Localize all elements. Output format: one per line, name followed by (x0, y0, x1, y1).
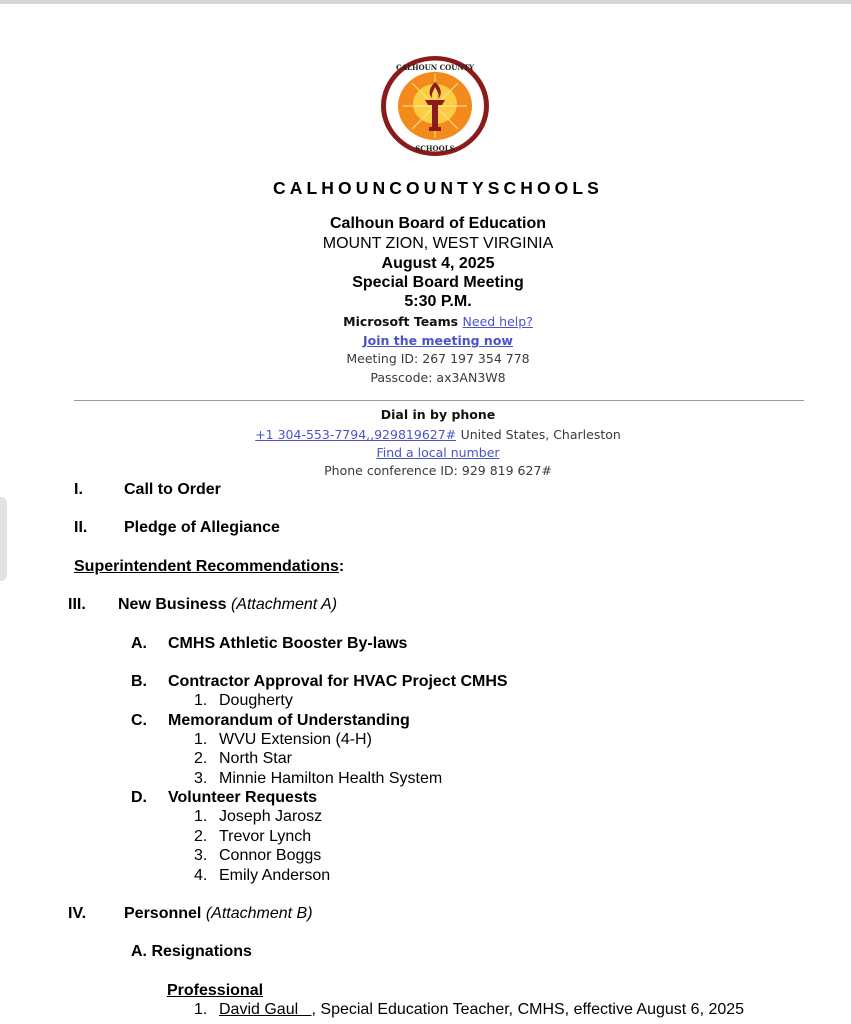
attachment-a: (Attachment A) (230, 596, 338, 613)
section-volunteer-requests: Volunteer Requests (168, 789, 318, 806)
find-local-number-link[interactable]: Find a local number (376, 445, 500, 460)
section-hvac-contractor: Contractor Approval for HVAC Project CMHS (168, 673, 508, 690)
list-item: Dougherty (219, 692, 293, 709)
list-item: WVU Extension (4-H) (219, 731, 372, 748)
list-number: 4. (194, 867, 208, 884)
list-number: 3. (194, 847, 208, 864)
section-mou: Memorandum of Understanding (168, 712, 410, 729)
list-item: Joseph Jarosz (219, 808, 323, 825)
phone-number-link[interactable]: +1 304-553-7794,,929819627# (255, 427, 457, 442)
list-item: Trevor Lynch (219, 828, 312, 845)
meeting-id-line (0, 351, 851, 366)
scroll-handle[interactable] (0, 497, 7, 581)
divider (74, 400, 804, 401)
join-meeting-link[interactable]: Join the meeting now (363, 333, 513, 348)
board-name: Calhoun Board of Education (330, 215, 546, 232)
agenda-item-new-business: New Business (Attachment A) (118, 596, 338, 613)
list-number: 1. (194, 808, 208, 825)
professional-heading: Professional (167, 982, 264, 999)
location: MOUNT ZION, WEST VIRGINIA (322, 235, 554, 252)
list-item: North Star (219, 750, 292, 767)
superintendent-label: Superintendent Recommendations (74, 558, 339, 575)
attachment-b: (Attachment B) (205, 905, 313, 922)
teams-line (0, 313, 851, 331)
superintendent-heading: Superintendent Recommendations: (74, 558, 345, 575)
conference-id-label: Phone conference ID: (324, 463, 458, 478)
section-letter-a: A. (131, 635, 147, 652)
teams-app-label: Microsoft Teams (343, 314, 459, 329)
employee-name: David Gaul (219, 1001, 299, 1018)
section-resignations: A. Resignations (131, 943, 252, 960)
school-seal-logo (379, 54, 491, 158)
list-item: Minnie Hamilton Health System (219, 770, 443, 787)
section-booster-bylaws: CMHS Athletic Booster By-laws (168, 635, 408, 652)
list-number: 1. (194, 692, 208, 709)
agenda-numeral-4: IV. (68, 905, 87, 922)
agenda-item-personnel: Personnel (Attachment B) (124, 905, 313, 922)
list-number: 2. (194, 750, 208, 767)
list-number: 1. (194, 731, 208, 748)
passcode-line (0, 370, 851, 385)
resignation-entry: David Gaul , Special Education Teacher, CMHS, effective August 6, 2025 (219, 1001, 745, 1018)
section-letter-d: D. (131, 789, 147, 806)
phone-location: United States, Charleston (460, 427, 621, 442)
need-help-link[interactable]: Need help? (462, 314, 533, 329)
list-item: Connor Boggs (219, 847, 322, 864)
conference-id: 929 819 627# (461, 463, 552, 478)
meeting-date: August 4, 2025 (381, 255, 495, 272)
list-number: 1. (194, 1001, 208, 1018)
list-number: 3. (194, 770, 208, 787)
seal-ring-text-bottom: SCHOOLS (415, 144, 455, 153)
list-item: Emily Anderson (219, 867, 331, 884)
meeting-type: Special Board Meeting (352, 274, 524, 291)
dial-in-heading: Dial in by phone (380, 407, 496, 422)
dial-heading-line (0, 406, 851, 424)
meeting-id-label: Meeting ID: (346, 351, 419, 366)
agenda-numeral-1: I. (74, 481, 83, 498)
top-edge (0, 0, 851, 4)
list-number: 2. (194, 828, 208, 845)
meeting-time: 5:30 P.M. (404, 293, 472, 310)
agenda-item-pledge: Pledge of Allegiance (124, 519, 280, 536)
passcode-label: Passcode: (370, 370, 433, 385)
school-name: CALHOUNCOUNTYSCHOOLS (273, 178, 603, 198)
agenda-numeral-2: II. (74, 519, 88, 536)
meeting-id: 267 197 354 778 (422, 351, 530, 366)
seal-ring-text: CALHOUN COUNTY (396, 63, 474, 72)
phone-number-line (0, 426, 851, 444)
section-letter-c: C. (131, 712, 147, 729)
join-line (0, 332, 851, 350)
agenda-item-call-to-order: Call to Order (124, 481, 221, 498)
passcode: ax3AN3W8 (436, 370, 506, 385)
section-letter-b: B. (131, 673, 147, 690)
agenda-numeral-3: III. (68, 596, 86, 613)
local-number-line (0, 444, 851, 462)
conference-id-line (0, 463, 851, 478)
